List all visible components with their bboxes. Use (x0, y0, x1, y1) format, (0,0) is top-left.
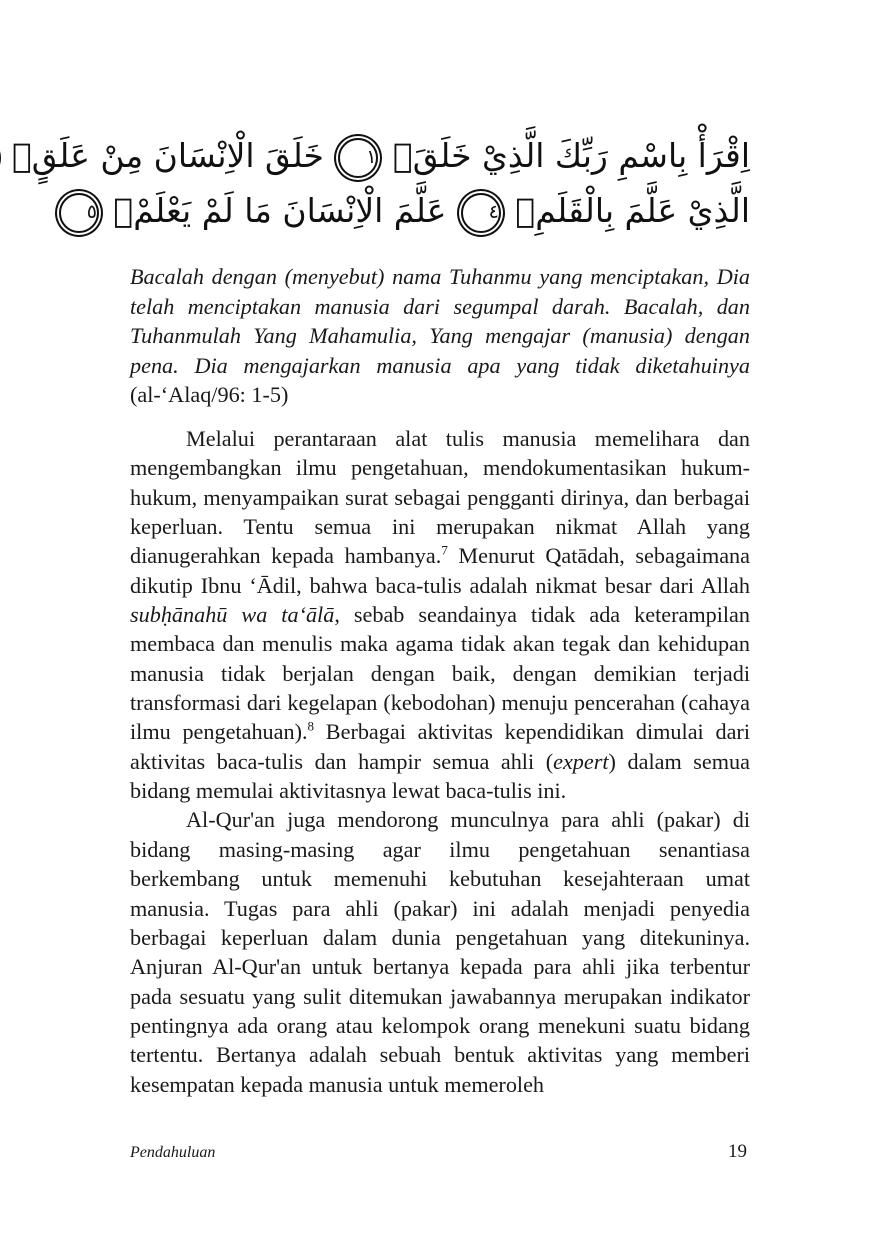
ayah-number-1: ١ (338, 138, 378, 178)
footnote-ref-7[interactable]: 7 (441, 542, 448, 558)
translation-text: Bacalah dengan (menyebut) nama Tuhanmu yang menciptakan, Dia telah menciptakan manusia dari segumpal darah. Bacalah, dan Tuhanmulah Yang Mahamulia, Yang mengajar (manusia) dengan pena. Dia mengajarkan manusia apa yang tidak diketahuinya (130, 264, 750, 378)
ayah-number-4: ٤ (461, 193, 501, 233)
paragraph-1-text: Menurut Qatādah, sebagaimana dikutip Ibnu ‘Ādil, bahwa baca-tulis adalah nikmat besar dari Allah (130, 543, 750, 598)
verse-5-text: عَلَّمَ الْاِنْسَانَ مَا لَمْ يَعْلَمْۗ (113, 191, 447, 230)
paragraph-1-text: Berbagai aktivitas kependidikan dimulai dari aktivitas baca-tulis dan hampir semua ahli ( (130, 719, 750, 774)
page-number: 19 (728, 1141, 747, 1162)
verse-translation (130, 262, 750, 410)
paragraph-1-text: Melalui perantaraan alat tulis manusia memelihara dan mengembangkan ilmu pengetahuan, mendokumentasikan hukum-hukum, menyampaikan surat sebagai pengganti dirinya, dan berbagai keperluan. Tentu semua ini merupakan nikmat Allah yang dianugerahkan kepada hambanya. (130, 426, 750, 569)
ayah-number-5: ٥ (59, 193, 99, 233)
verse-reference: (al-‘Alaq/96: 1-5) (130, 382, 289, 407)
arabic-verse-line-2 (86, 183, 750, 239)
paragraph-1-text: ) dalam semua bidang memulai aktivitasnya lewat baca-tulis ini. (130, 748, 750, 804)
running-footer-section: Pendahuluan (130, 1144, 216, 1161)
verse-2-text: خَلَقَ الْاِنْسَانَ مِنْ عَلَقٍۚ (11, 136, 324, 175)
verse-4-text: الَّذِيْ عَلَّمَ بِالْقَلَمِۙ (515, 191, 750, 230)
footnote-ref-8[interactable]: 8 (307, 719, 315, 735)
verse-1-text: اِقْرَأْ بِاسْمِ رَبِّكَ الَّذِيْ خَلَقَۚ (392, 136, 750, 175)
italic-phrase: subḥānahū wa ta‘ālā (130, 602, 335, 628)
paragraph-1 (130, 424, 750, 805)
paragraph-1-text: , sebab seandainya tidak ada keterampilan membaca dan menulis maka agama tidak akan tegak dan kehidupan manusia tidak berjalan dengan baik, dengan demikian terjadi transformasi dari kegelapan (kebodohan) menuju pencerahan (cahaya ilmu pengetahuan). (130, 602, 750, 745)
arabic-verse-line-1 (11, 128, 750, 184)
italic-term: expert (553, 748, 609, 774)
body-text (130, 424, 750, 1099)
paragraph-2: Al-Qur'an juga mendorong munculnya para ahli (pakar) di bidang masing-masing agar ilmu pengetahuan senantiasa berkembang untuk memenuhi kebutuhan kesejahteraan umat manusia. Tugas para ahli (pakar) ini adalah menjadi penyedia berbagai keperluan dalam dunia pengetahuan yang ditekuninya. Anjuran Al-Qur'an untuk bertanya kepada para ahli jika terbentur pada sesuatu yang sulit ditemukan jawabannya merupakan indikator pentingnya ada orang atau kelompok orang menekuni suatu bidang tertentu. Bertanya adalah sebuah bentuk aktivitas yang memberi kesempatan kepada manusia untuk memeroleh (130, 807, 750, 1097)
